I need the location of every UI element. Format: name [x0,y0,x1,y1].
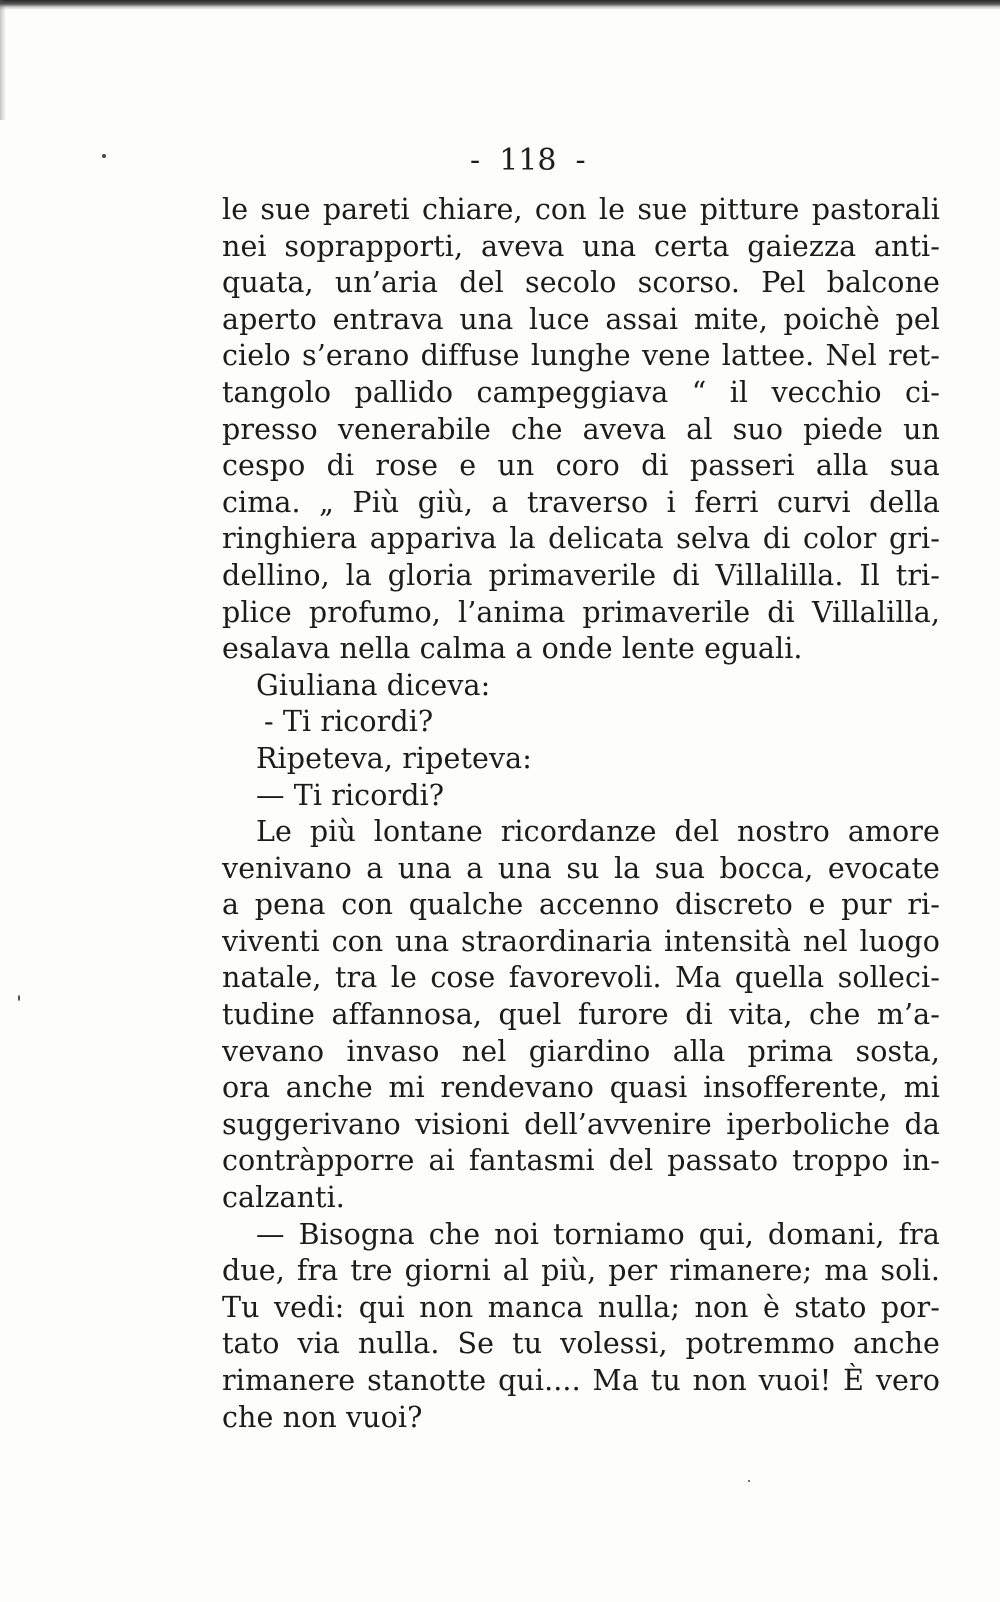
paper-speck [18,995,20,1001]
page-top-edge-shadow [0,0,1000,10]
text-line: — Ti ricordi? [256,778,445,812]
text-line: — Bisogna che noi torniamo qui, domani, fra [256,1217,940,1251]
paper-speck [748,1480,750,1482]
text-line: tudine affannosa, quel furore di vita, che m’a- [222,998,940,1032]
page-number: - 118 - [470,143,586,178]
text-line: presso venerabile che aveva al suo piede un [222,412,940,446]
text-line: calzanti. [222,1181,345,1215]
text-line: contràpporre ai fantasmi del passato troppo in- [222,1144,940,1178]
text-line: rimanere stanotte qui.... Ma tu non vuoi! È vero [222,1364,940,1397]
text-line: a pena con qualche accenno discreto e pur ri- [222,888,940,922]
text-line: tato via nulla. Se tu volessi, potremmo anche [222,1327,940,1361]
text-line: due, fra tre giorni al più, per rimanere; ma soli. [222,1254,940,1288]
text-line: nei soprapporti, aveva una certa gaiezza anti- [222,229,940,263]
text-line: - Ti ricordi? [264,705,434,739]
text-line: esalava nella calma a onde lente eguali. [222,632,803,666]
text-line: suggerivano visioni dell’avvenire iperboliche da [222,1107,940,1141]
text-line: Le più lontane ricordanze del nostro amore [256,815,940,849]
text-line: viventi con una straordinaria intensità nel luogo [222,924,940,958]
text-line: Giuliana diceva: [256,668,491,702]
page-left-edge-shadow [0,0,6,120]
text-line: ringhiera appariva la delicata selva di color gri- [222,522,940,556]
text-line: dellino, la gloria primaverile di Villalilla. Il tri- [222,558,940,592]
text-line: cima. „ Più giù, a traverso i ferri curvi della [222,485,940,519]
text-line: aperto entrava una luce assai mite, poichè pel [222,302,940,336]
body-text [222,192,940,1436]
text-line: natale, tra le cose favorevoli. Ma quella solleci- [222,961,940,995]
text-line: cespo di rose e un coro di passeri alla sua [222,449,940,483]
text-line: vevano invaso nel giardino alla prima sosta, [222,1034,940,1068]
paper-speck [102,154,106,158]
text-line: tangolo pallido campeggiava “ il vecchio ci- [222,375,940,409]
text-line: Ripeteva, ripeteva: [256,741,532,775]
text-line: Tu vedi: qui non manca nulla; non è stato por- [222,1290,940,1324]
text-line: quata, un’aria del secolo scorso. Pel balcone [222,266,940,300]
text-line: le sue pareti chiare, con le sue pitture pastorali [222,193,940,226]
text-line: cielo s’erano diffuse lunghe vene lattee. Nel ret- [222,339,940,373]
text-line: plice profumo, l’anima primaverile di Villalilla, [222,595,940,629]
text-line: venivano a una a una su la sua bocca, evocate [222,851,940,885]
text-line: che non vuoi? [222,1400,423,1434]
text-line: ora anche mi rendevano quasi insofferente, mi [222,1071,940,1105]
